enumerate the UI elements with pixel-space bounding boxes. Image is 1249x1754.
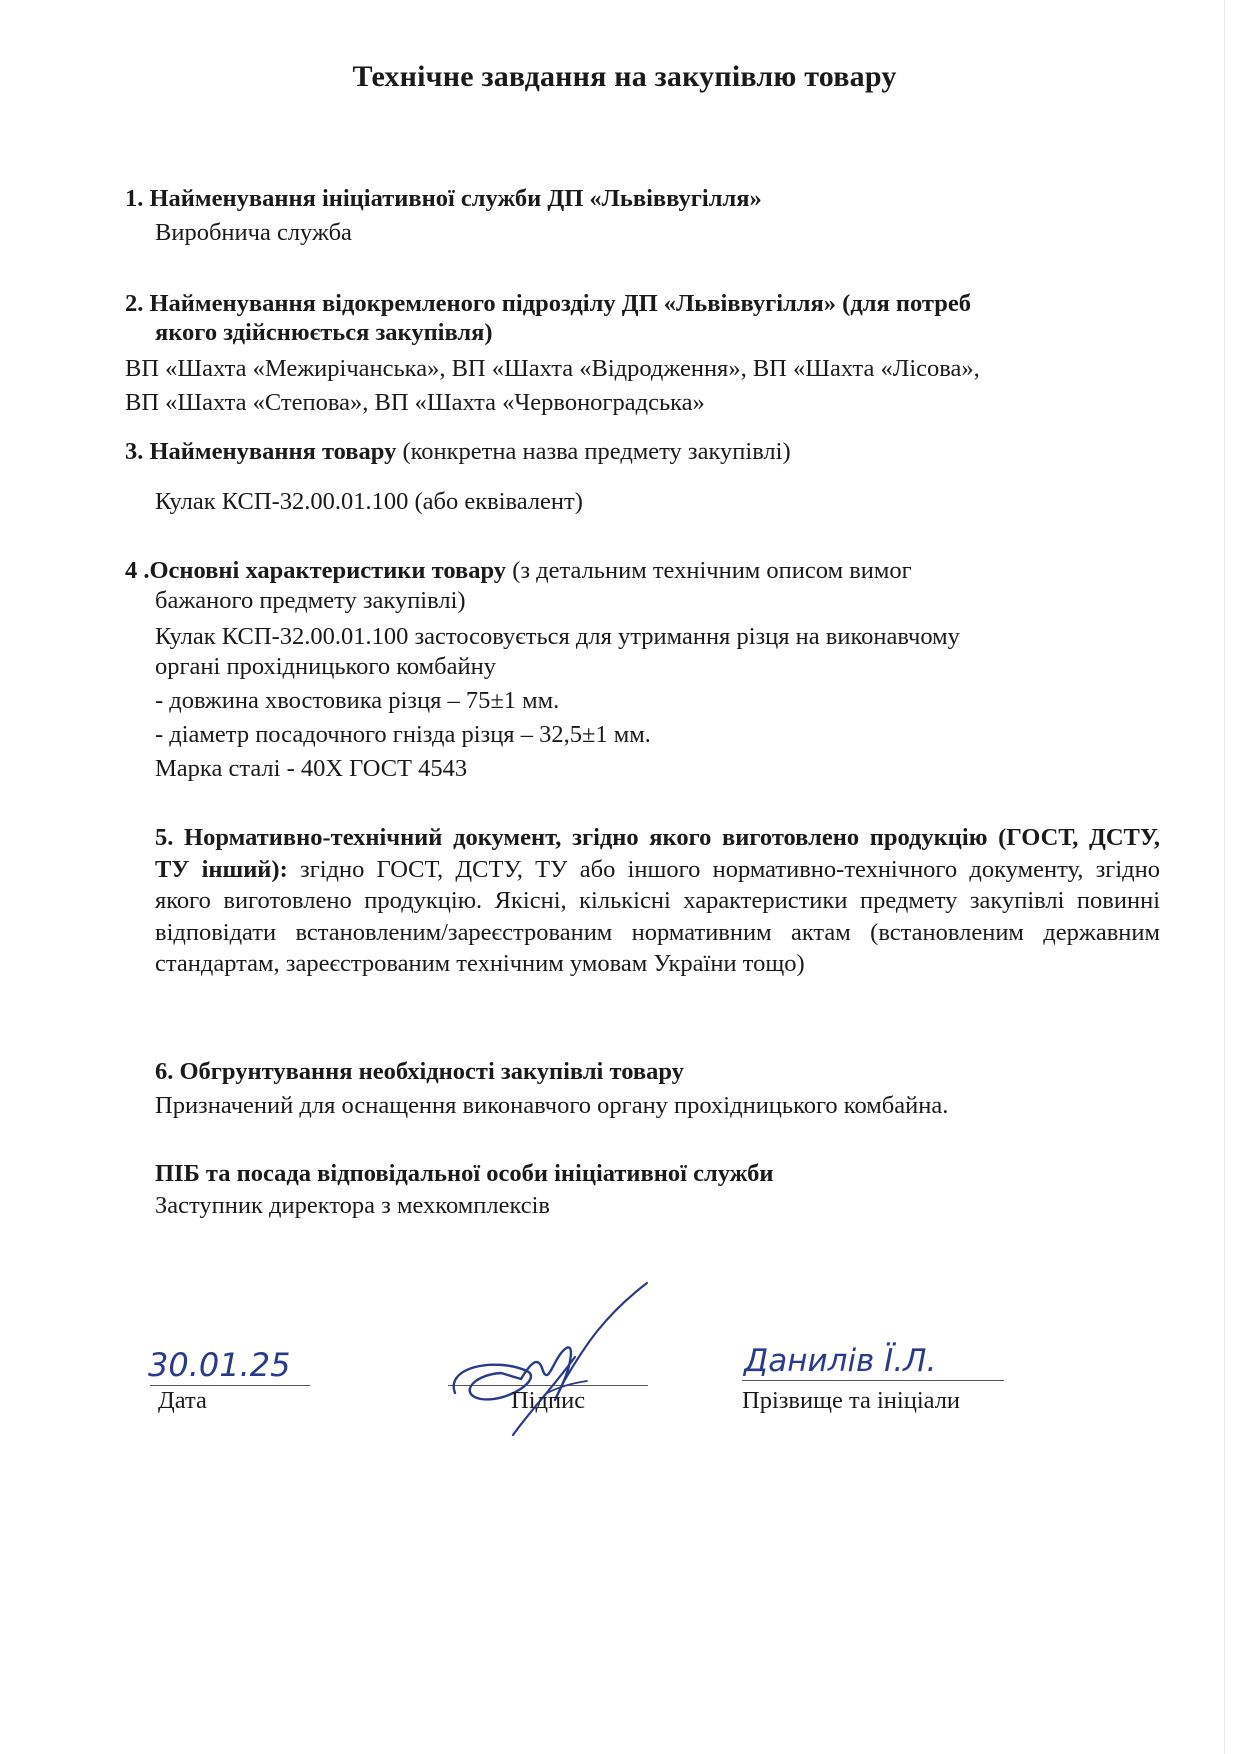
date-underline: [150, 1385, 310, 1386]
section-6-heading: 6. Обгрунтування необхідності закупівлі товару: [155, 1058, 684, 1085]
section-3-value: Кулак КСП-32.00.01.100 (або еквівалент): [155, 488, 583, 515]
section-5-text: згідно ГОСТ, ДСТУ, ТУ або іншого нормативно-технічного документу, згідно якого виготовлено продукцію. Якісні, кількісні характеристики предмету закупівлі повинні відповідати встановленим/зареєстрованим нормативним актам (встановленим державним стандартам, зареєстрованим технічним умовам України тощо): [155, 855, 1160, 977]
section-5-heading: 5. Нормативно-технічний документ, згідно якого виготовлено продукцію (ГОСТ, ДСТУ, ТУ інший):: [155, 824, 1160, 883]
section-4-heading-note: (з детальним технічним описом вимог: [506, 557, 912, 584]
section-4-desc-line-2: органі прохідницького комбайну: [155, 653, 496, 680]
section-3-heading-note: (конкретна назва предмету закупівлі): [396, 438, 791, 465]
document-title: Технічне завдання на закупівлю товару: [352, 60, 897, 93]
section-2-heading-line-1: 2. Найменування відокремленого підрозділу ДП «Львіввугілля» (для потреб: [125, 290, 971, 317]
section-3-heading-bold: 3. Найменування товару: [125, 438, 397, 465]
svg-text:Данилів Ї.Л.: Данилів Ї.Л.: [744, 1343, 937, 1379]
section-3-heading: [125, 437, 791, 467]
name-underline: [742, 1380, 1004, 1381]
section-4-desc-line-1: Кулак КСП-32.00.01.100 застосовується для утримання різця на виконавчому: [155, 623, 960, 650]
section-2-value-line-1: ВП «Шахта «Межирічанська», ВП «Шахта «Відродження», ВП «Шахта «Лісова»,: [125, 355, 980, 382]
section-2-heading-line-2: якого здійснюється закупівля): [155, 319, 493, 346]
signature-label: Підпис: [511, 1387, 586, 1414]
handwritten-signature: [435, 1275, 665, 1440]
section-5-paragraph: [155, 822, 1160, 980]
section-4-spec-socket-diameter: - діаметр посадочного гнізда різця – 32,5±1 мм.: [155, 721, 651, 748]
section-4-spec-tail-length: - довжина хвостовика різця – 75±1 мм.: [155, 687, 560, 714]
section-4-heading: [125, 556, 912, 586]
section-1-heading: 1. Найменування ініціативної служби ДП «Львіввугілля»: [125, 185, 762, 212]
handwritten-date: [140, 1342, 320, 1388]
date-label: Дата: [158, 1387, 207, 1414]
section-2-value-line-2: ВП «Шахта «Степова», ВП «Шахта «Червоноградська»: [125, 389, 705, 416]
svg-text:30.01.25: 30.01.25: [148, 1346, 291, 1384]
section-4-heading-note-line-2: бажаного предмету закупівлі): [155, 587, 466, 614]
section-4-heading-bold: 4 .Основні характеристики товару: [125, 557, 507, 584]
section-6-value: Призначений для оснащення виконавчого органу прохідницького комбайна.: [155, 1092, 949, 1119]
section-1-value: Виробнича служба: [155, 219, 352, 246]
section-4-steel-grade: Марка сталі - 40Х ГОСТ 4543: [155, 755, 468, 782]
name-label: Прізвище та ініціали: [742, 1387, 961, 1414]
responsible-heading: ПІБ та посада відповідальної особи ініціативної служби: [155, 1160, 774, 1187]
responsible-value: Заступник директора з мехкомплексів: [155, 1192, 550, 1219]
scan-edge-line: [1224, 0, 1225, 1754]
handwritten-name: [740, 1333, 1040, 1383]
